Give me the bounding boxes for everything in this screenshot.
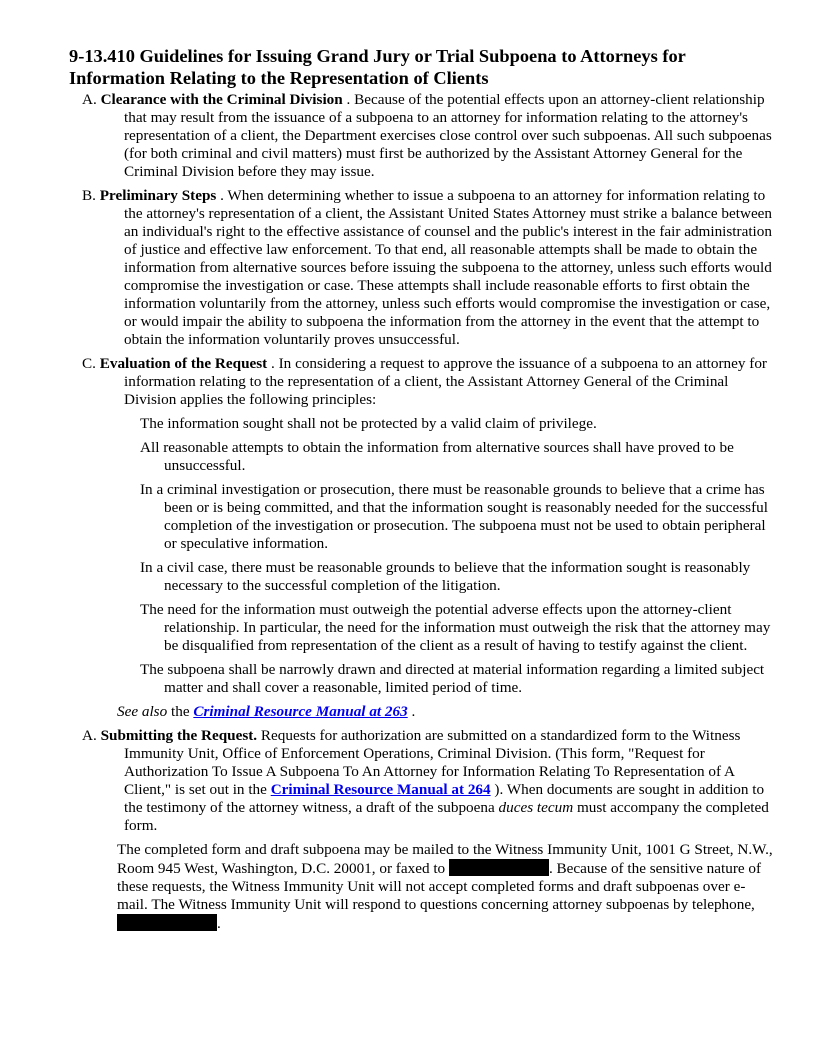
closing-paragraph: [117, 841, 776, 933]
duces-tecum: duces tecum: [498, 799, 574, 816]
see-also-connector: the: [167, 703, 194, 720]
section-c: [82, 355, 776, 697]
see-also-suffix: .: [407, 703, 416, 720]
see-also-label: See also: [117, 703, 168, 720]
section-letter: A.: [82, 727, 97, 744]
section-submitting: [82, 727, 776, 835]
closing-text: . Because of the sensitive nature of these requests, the Witness Immunity Unit will not accept completed forms and draft subpoenas over e-mail. The Witness Immunity Unit will respond to questions concerning attorney subpoenas by telephone,: [117, 860, 762, 913]
redacted-phone-number: [117, 914, 217, 931]
submitting-list: [82, 727, 776, 835]
principle-item: All reasonable attempts to obtain the information from alternative sources shall have proved to be unsuccessful.: [140, 439, 734, 474]
closing-text: .: [217, 915, 221, 932]
section-text: . In considering a request to approve the issuance of a subpoena to an attorney for information relating to the representation of a client, the Assistant Attorney General of the Criminal Division applies the following principles:: [124, 355, 767, 408]
principle-item: The subpoena shall be narrowly drawn and directed at material information regarding a limited subject matter and shall cover a reasonable, limited period of time.: [140, 661, 765, 696]
principle-item: The information sought shall not be protected by a valid claim of privilege.: [140, 415, 597, 432]
section-text: ). When documents are sought in addition to the testimony of the attorney witness, a draft of the subpoena: [124, 781, 765, 816]
principle-item: In a civil case, there must be reasonable grounds to believe that the information sought is reasonably necessary to the successful completion of the litigation.: [140, 559, 751, 594]
guidelines-list: [82, 91, 776, 697]
page-title: 9-13.410 Guidelines for Issuing Grand Jury or Trial Subpoena to Attorneys for Information Relating to the Representation of Clients: [69, 46, 686, 88]
crm-264-link[interactable]: Criminal Resource Manual at 264: [270, 781, 491, 798]
section-text: . Because of the potential effects upon an attorney-client relationship that may result from the issuance of a subpoena to an attorney for information relating to the attorney's representation of a client, the Department exercises close control over such subpoenas. All such subpoenas (for both criminal and civil matters) must first be authorized by the Assistant Attorney General for the Criminal Division before they may issue.: [124, 91, 772, 180]
section-a: [82, 91, 776, 181]
closing-text: The completed form and draft subpoena may be mailed to the Witness Immunity Unit, 1001 G Street, N.W., Room 945 West, Washington, D.C. 20001, or faxed to: [117, 841, 773, 877]
crm-263-link[interactable]: Criminal Resource Manual at 263: [193, 703, 408, 720]
section-b: [82, 187, 776, 349]
principle-item: The need for the information must outweigh the potential adverse effects upon the attorney-client relationship. In particular, the need for the information must outweigh the risk that the attorney may be disqualified from representation of the client as a result of having to testify against the client.: [140, 601, 771, 654]
section-text: Requests for authorization are submitted on a standardized form to the Witness Immunity Unit, Office of Enforcement Operations, Criminal Division. (This form, "Request for Authorization To Issue A Subpoena To An Attorney for Information Relating To Representation of A Client," is set out in the: [124, 727, 741, 798]
section-text: . When determining whether to issue a subpoena to an attorney for information relating to the attorney's representation of a client, the Assistant United States Attorney must strike a balance between an individual's right to the effective assistance of counsel and the public's interest in the fair administration of justice and effective law enforcement. To that end, all reasonable attempts shall be made to obtain the information from alternative sources before issuing the subpoena to the attorney, unless such efforts would compromise the investigation or case. These attempts shall include reasonable efforts to first obtain the information voluntarily from the attorney, unless such efforts would compromise the investigation or case, or would impair the ability to subpoena the information from the attorney in the event that the attempt to obtain the information voluntarily proves unsuccessful.: [124, 187, 773, 348]
principles-list: [124, 415, 776, 697]
see-also: [117, 703, 776, 721]
section-heading: Preliminary Steps: [99, 187, 217, 204]
redacted-fax-number: [449, 859, 549, 876]
section-heading: Submitting the Request.: [100, 727, 258, 744]
section-letter: C.: [82, 355, 96, 372]
section-letter: A.: [82, 91, 97, 108]
section-heading: Clearance with the Criminal Division: [100, 91, 343, 108]
section-heading: Evaluation of the Request: [99, 355, 268, 372]
principle-item: In a criminal investigation or prosecution, there must be reasonable grounds to believe that a crime has been or is being committed, and that the information sought is reasonably needed for the successful completion of the investigation or prosecution. The subpoena must not be used to obtain peripheral or speculative information.: [140, 481, 768, 552]
section-letter: B.: [82, 187, 96, 204]
section-text: must accompany the completed form.: [124, 799, 769, 834]
